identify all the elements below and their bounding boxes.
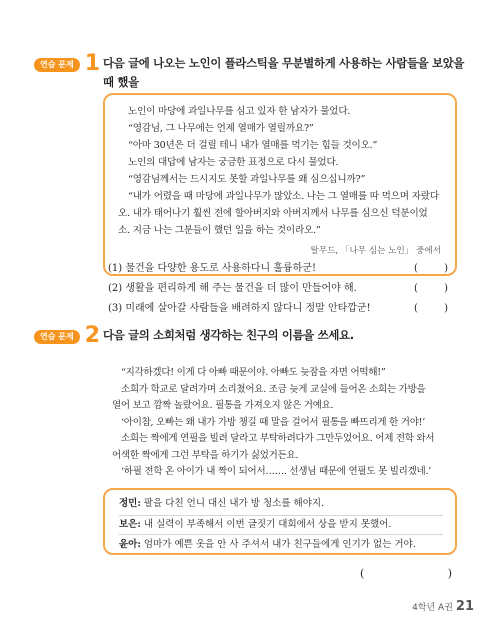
friend-statement <box>119 516 443 535</box>
passage-line: “아마 30년은 더 걸릴 테니 내가 열매를 먹기는 힘들 것이오.” <box>128 140 378 151</box>
passage-box <box>103 93 457 276</box>
choice-text: (2) 생활을 편리하게 해 주는 물건을 더 많이 만들어야 해. <box>108 283 357 294</box>
book-label: 4학년 A권 <box>412 603 453 613</box>
story-line: 어색한 짝에게 그런 부탁을 하기가 싫었거든요. <box>112 449 299 461</box>
choice-text: (1) 물건을 다양한 용도로 사용하다니 훌륭하군! <box>108 263 316 274</box>
story-line: ‘아이참, 오빠는 왜 내가 가방 챙길 때 말을 걸어서 필통을 빠뜨리게 한 거야!’ <box>121 416 425 428</box>
choice-list <box>108 259 448 319</box>
friend-text: 팔을 다친 언니 대신 내가 방 청소를 해야지. <box>143 498 325 509</box>
choice-text: (3) 미래에 살아갈 사람들을 배려하지 않다니 정말 안타깝군! <box>108 303 371 314</box>
passage-line: “내가 어렸을 때 마당에 과일나무가 많았소. 나는 그 열매를 따 먹으며 자랐다 <box>128 191 439 202</box>
choice-item[interactable] <box>108 299 448 319</box>
friend-name: 윤아: <box>119 539 141 550</box>
story-line: 소희가 학교로 달려가며 소리쳤어요. 조금 늦게 교실에 들어온 소희는 가방을 <box>121 383 426 395</box>
passage-line: 노인의 대답에 남자는 궁금한 표정으로 다시 물었다. <box>128 157 339 168</box>
friend-name: 보은: <box>119 519 141 530</box>
exercise-badge: 연습 문제 <box>34 330 80 344</box>
story-line: ‘하필 전학 온 아이가 내 짝이 되어서……. 선생님 때문에 연필도 못 빌리겠네.’ <box>121 466 432 477</box>
friend-statement <box>119 535 443 555</box>
exercise-1-header <box>34 52 100 76</box>
answer-parentheses[interactable]: ( ) <box>414 283 448 294</box>
choice-item[interactable] <box>108 259 448 279</box>
exercise-number: 1 <box>84 51 101 76</box>
passage-line: 오. 내가 태어나기 훨씬 전에 할아버지와 아버지께서 나무를 심으신 덕분이었 <box>118 208 428 219</box>
passage-source: 탈무드, 「나무 심는 노인」 중에서 <box>310 246 441 256</box>
passage-line: 노인이 마당에 과일나무를 심고 있자 한 남자가 물었다. <box>128 106 351 117</box>
exercise-number: 2 <box>84 323 101 348</box>
story-line: “지각하겠다! 이게 다 아빠 때문이야. 아빠도 늦잠을 자면 어떡해!” <box>121 367 386 378</box>
story-passage <box>112 365 452 481</box>
friend-text: 내 실력이 부족해서 이번 글짓기 대회에서 상을 받지 못했어. <box>143 519 392 530</box>
answer-parentheses[interactable]: ( ) <box>414 263 448 274</box>
friends-box <box>103 488 457 555</box>
exercise-2-question: 다음 글의 소희처럼 생각하는 친구의 이름을 쓰세요. <box>103 328 354 342</box>
friend-text: 엄마가 예쁜 옷을 안 사 주셔서 내가 친구들에게 인기가 없는 거야. <box>143 539 416 550</box>
friend-name: 정민: <box>119 498 141 509</box>
passage-line: “영감님께서는 드시지도 못할 과일나무를 왜 심으십니까?” <box>128 174 366 185</box>
passage <box>118 103 441 239</box>
passage-line: “영감님, 그 나무에는 언제 열매가 열릴까요?” <box>128 123 314 134</box>
page-number: 21 <box>455 599 474 614</box>
story-line: 소희는 짝에게 연필을 빌려 달라고 부탁하려다가 그만두었어요. 어제 전학 와서 <box>121 433 435 444</box>
exercise-2-header <box>34 324 100 348</box>
story-line: 열어 보고 깜짝 놀랐어요. 필통을 가져오지 않은 거예요. <box>112 400 334 411</box>
answer-parentheses[interactable]: ( ) <box>414 303 448 314</box>
page-footer <box>412 599 474 614</box>
answer-blank[interactable]: ( ) <box>360 567 452 580</box>
passage-line: 소. 지금 나는 그분들이 했던 일을 하는 것이라오.” <box>118 225 321 236</box>
question-line: 다음 글에 나오는 노인이 플라스틱을 무분별하게 사용하는 사람들을 보았을 때 했을 <box>103 56 465 89</box>
exercise-badge: 연습 문제 <box>34 58 80 72</box>
friend-statement <box>119 493 443 516</box>
choice-item[interactable] <box>108 279 448 299</box>
